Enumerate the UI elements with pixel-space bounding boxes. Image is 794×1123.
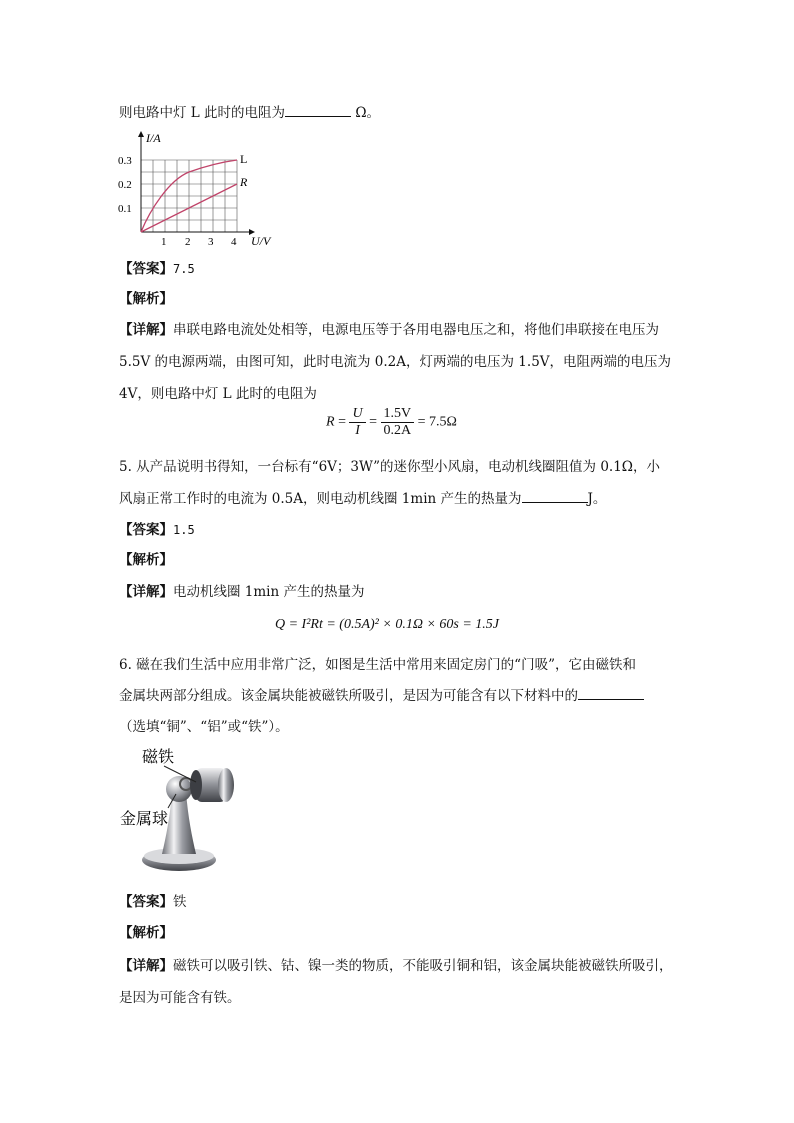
q6-question-line2: 金属块两部分组成。该金属块能被磁铁所吸引，是因为可能含有以下材料中的 — [119, 687, 644, 705]
analysis-tag: 【解析】 — [119, 552, 173, 568]
q6-answer-blank — [578, 687, 644, 700]
detail-tag: 【详解】 — [119, 584, 173, 600]
fraction-values: $\frac{1.5V}{0.2A}$ — [381, 406, 415, 439]
q4-answer-value: 7.5 — [173, 262, 195, 276]
x-tick-1: 1 — [161, 236, 167, 248]
q5-heat-formula: Q = I²Rt = (0.5A)² × 0.1Ω × 60s = 1.5J — [275, 617, 500, 632]
curve-L-label: L — [240, 152, 248, 166]
fraction-u-over-i: $\frac{U}{I}$ — [349, 406, 365, 439]
q5-analysis-heading — [119, 551, 173, 569]
q4-detail-line2: 5.5V 的电源两端，由图可知，此时电流为 0.2A，灯两端的电压为 1.5V，电阻两端的电压为 — [119, 354, 672, 370]
q5-answer-value: 1.5 — [173, 523, 195, 537]
q6-detail-line2: 是因为可能含有铁。 — [119, 990, 241, 1006]
x-axis-label: U/V — [251, 234, 271, 248]
q4-answer-blank — [285, 104, 351, 117]
detail-tag: 【详解】 — [119, 958, 173, 974]
graph-grid — [141, 160, 237, 232]
q4-detail-line3: 4V，则电路中灯 L 此时的电阻为 — [119, 386, 317, 402]
q6-answer — [119, 893, 187, 911]
q6-question-line1: 6. 磁在我们生活中应用非常广泛，如图是生活中常用来固定房门的“门吸”，它由磁铁和 — [119, 657, 636, 673]
answer-tag: 【答案】 — [119, 894, 173, 910]
q5-question-line2: 风扇正常工作时的电流为 0.5A，则电动机线圈 1min 产生的热量为 J。 — [119, 491, 607, 507]
y-tick-0.1: 0.1 — [118, 203, 132, 215]
y-tick-0.2: 0.2 — [118, 179, 132, 191]
q4-tail-unit: Ω。 — [355, 105, 381, 121]
answer-tag: 【答案】 — [119, 522, 173, 538]
q5-question-line1: 5. 从产品说明书得知，一台标有“6V；3W”的迷你型小风扇，电动机线圈阻值为 0.1Ω，小 — [119, 459, 660, 475]
q6-detail-line1: 【详解】磁铁可以吸引铁、钴、镍一类的物质，不能吸引铜和铝，该金属块能被磁铁所吸引， — [119, 958, 673, 974]
curve-R-label: R — [240, 175, 248, 189]
y-axis-label: I/A — [146, 131, 161, 145]
q5-answer — [119, 521, 195, 539]
analysis-tag: 【解析】 — [119, 925, 173, 941]
q6-answer-value: 铁 — [173, 894, 187, 910]
label-magnet: 磁铁 — [142, 749, 175, 766]
label-metal-ball: 金属球 — [120, 811, 169, 828]
q4-resistance-formula: R = $\frac{U}{I}$ = $\frac{1.5V}{0.2A}$ = 7.5Ω — [326, 406, 457, 438]
x-tick-4: 4 — [231, 236, 237, 248]
y-tick-0.3: 0.3 — [118, 155, 132, 167]
answer-tag: 【答案】 — [119, 261, 173, 277]
q5-answer-blank — [522, 490, 588, 503]
q4-answer — [119, 260, 195, 278]
q4-question-tail — [119, 104, 380, 122]
q6-analysis-heading — [119, 924, 173, 942]
q6-question-line3: （选填“铜”、“铝”或“铁”）。 — [119, 719, 289, 735]
analysis-tag: 【解析】 — [119, 291, 173, 307]
magnet-head — [190, 768, 234, 802]
q4-analysis-heading — [119, 290, 173, 308]
detail-tag: 【详解】 — [119, 322, 173, 338]
q4-detail-line1: 【详解】串联电路电流处处相等，电源电压等于各用电器电压之和，将他们串联接在电压为 — [119, 322, 659, 338]
door-stopper-figure — [116, 742, 248, 876]
x-tick-2: 2 — [185, 236, 191, 248]
iu-graph — [114, 128, 284, 250]
q4-tail-text: 则电路中灯 L 此时的电阻为 — [119, 105, 286, 121]
x-tick-3: 3 — [208, 236, 214, 248]
q5-detail: 【详解】电动机线圈 1min 产生的热量为 — [119, 584, 365, 600]
